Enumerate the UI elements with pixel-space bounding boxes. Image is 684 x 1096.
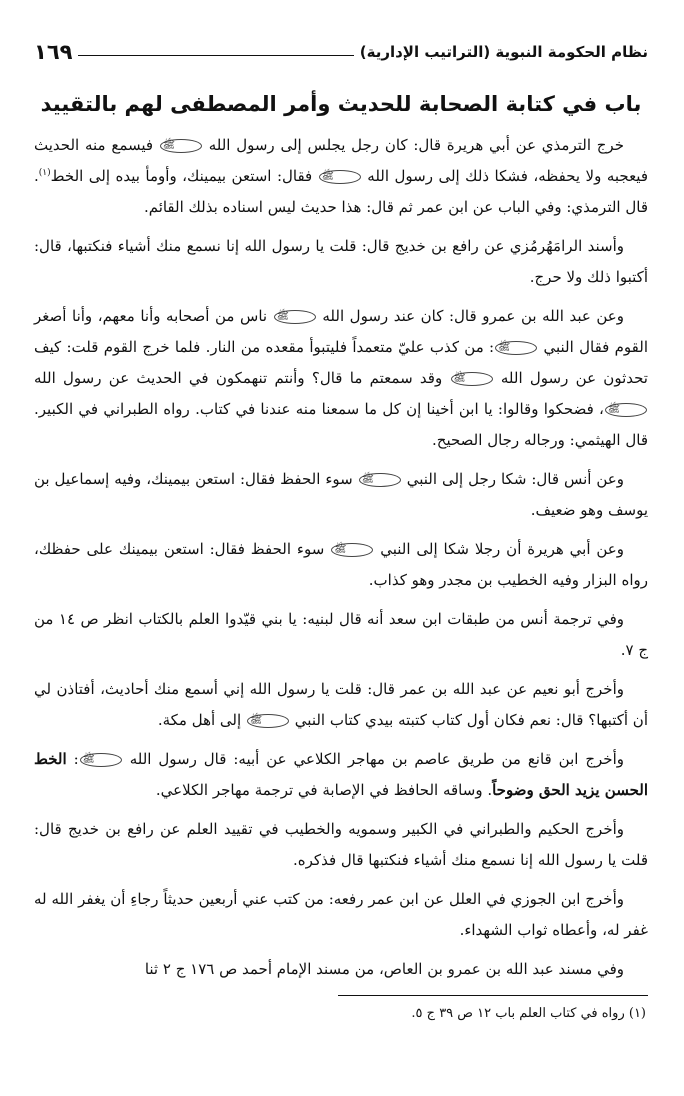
body-text — [34, 130, 648, 985]
text-run: وقد سمعتم ما قال؟ وأنتم تنهمكون في الحديث عن رسول الله — [34, 369, 450, 387]
paragraph — [34, 954, 648, 985]
paragraph — [34, 744, 648, 806]
book-title: نظام الحكومة النبوية (التراتيب الإدارية) — [359, 43, 648, 61]
text-run: : من كذب عليّ متعمداً فليتبوأ مقعده من النار. فلما خرج القوم قلت: كيف تحدثون عن رسول الله — [34, 338, 648, 387]
text-run: وأخرج أبو نعيم عن عبد الله بن عمر قال: قلت يا رسول الله إني أسمع منك أحاديث، أفتاذن لي أن أكتبها؟ قال: نعم فكان أول كتاب كتبته بيدي كتاب النبي — [34, 680, 648, 729]
text-run: وعن أبي هريرة أن رجلا شكا إلى النبي — [374, 540, 624, 558]
text-run: ، فضحكوا وقالوا: يا ابن أخينا إن كل ما سمعنا منه عندنا في كتاب. رواه الطبراني في الكبير. قال الهيثمي: ورجاله رجال الصحيح. — [34, 400, 648, 449]
header-rule — [78, 55, 353, 56]
text-run: وعن أنس قال: شكا رجل إلى النبي — [401, 470, 624, 488]
salawat-icon: ﷺ — [331, 543, 373, 557]
text-run: : — [66, 750, 79, 768]
text-run: إلى أهل مكة. — [157, 711, 246, 729]
footnote-ref: (١) — [38, 168, 51, 178]
paragraph — [34, 534, 648, 596]
salawat-icon: ﷺ — [495, 341, 537, 355]
running-header — [34, 30, 648, 64]
text-run: وأخرج ابن الجوزي في العلل عن ابن عمر رفعه: من كتب عني أربعين حديثاً رجاءِ أن يغفر الله له غفر له، وأعطاه ثواب الشهداء. — [34, 890, 648, 939]
text-run: وفي مسند عبد الله بن عمرو بن العاص، من مسند الإمام أحمد ص ١٧٦ ج ٢ ثنا — [144, 960, 624, 978]
salawat-icon: ﷺ — [605, 403, 647, 417]
text-run: سوء الحفظ فقال: استعن بيمينك، وفيه إسماعيل بن يوسف وهو ضعيف. — [34, 470, 648, 519]
salawat-icon: ﷺ — [160, 139, 202, 153]
paragraph — [34, 130, 648, 223]
salawat-icon: ﷺ — [80, 753, 122, 767]
text-run: خرج الترمذي عن أبي هريرة قال: كان رجل يجلس إلى رسول الله — [202, 136, 624, 154]
footnotes — [34, 1004, 648, 1024]
text-run: سوء الحفظ فقال: استعن بيمينك على حفظك، رواه البزار وفيه الخطيب بن مجدر وهو كذاب. — [34, 540, 648, 589]
text-run: . وساقه الحافظ في الإصابة في ترجمة مهاجر الكلاعي. — [155, 781, 493, 799]
text-run: وأخرج الحكيم والطبراني في الكبير وسمويه والخطيب في تقييد العلم عن رافع بن خديج قال: قلت يا رسول الله إنا نسمع منك أشياء فنكتبها قال فذكره. — [34, 820, 648, 869]
salawat-icon: ﷺ — [247, 714, 289, 728]
paragraph — [34, 884, 648, 946]
text-run: فقال: استعن بيمينك، وأومأ بيده إلى الخط — [50, 167, 318, 185]
salawat-icon: ﷺ — [359, 473, 401, 487]
text-run: ناس من أصحابه وأنا معهم، وأنا أصغر القوم فقال النبي — [34, 307, 648, 356]
text-run: وفي ترجمة أنس من طبقات ابن سعد أنه قال لبنيه: يا بني قيّدوا العلم بالكتاب انظر ص ١٤ من ج ٧. — [34, 610, 648, 659]
paragraph — [34, 301, 648, 456]
paragraph — [34, 674, 648, 736]
salawat-icon: ﷺ — [451, 372, 493, 386]
text-run: وأسند الرامَهُرمُزي عن رافع بن خديج قال: قلت يا رسول الله إنا نسمع منك أشياء فنكتبها، قال: أكتبوا ذلك ولا حرج. — [34, 237, 648, 286]
footnote: (١) رواه في كتاب العلم باب ١٢ ص ٣٩ ج ٥. — [411, 1006, 646, 1021]
paragraph — [34, 464, 648, 526]
text-run: وعن عبد الله بن عمرو قال: كان عند رسول الله — [316, 307, 624, 325]
chapter-title: باب في كتابة الصحابة للحديث وأمر المصطفى لهم بالتقييد — [40, 92, 642, 116]
salawat-icon: ﷺ — [319, 170, 361, 184]
page-number: ١٦٩ — [34, 40, 73, 64]
paragraph — [34, 604, 648, 666]
footnote-rule — [338, 995, 648, 996]
salawat-icon: ﷺ — [274, 310, 316, 324]
text-run: فيسمع منه الحديث فيعجبه ولا يحفظه، فشكا ذلك إلى رسول الله — [34, 136, 648, 185]
paragraph — [34, 814, 648, 876]
text-run: . قال الترمذي: وفي الباب عن ابن عمر ثم قال: هذا حديث ليس اسناده بذلك القائم. — [34, 167, 648, 216]
paragraph — [34, 231, 648, 293]
text-run: وأخرج ابن قانع من طريق عاصم بن مهاجر الكلاعي عن أبيه: قال رسول الله — [122, 750, 624, 768]
bold-quote: الخط الحسن يزيد الحق وضوحاً — [34, 750, 648, 799]
